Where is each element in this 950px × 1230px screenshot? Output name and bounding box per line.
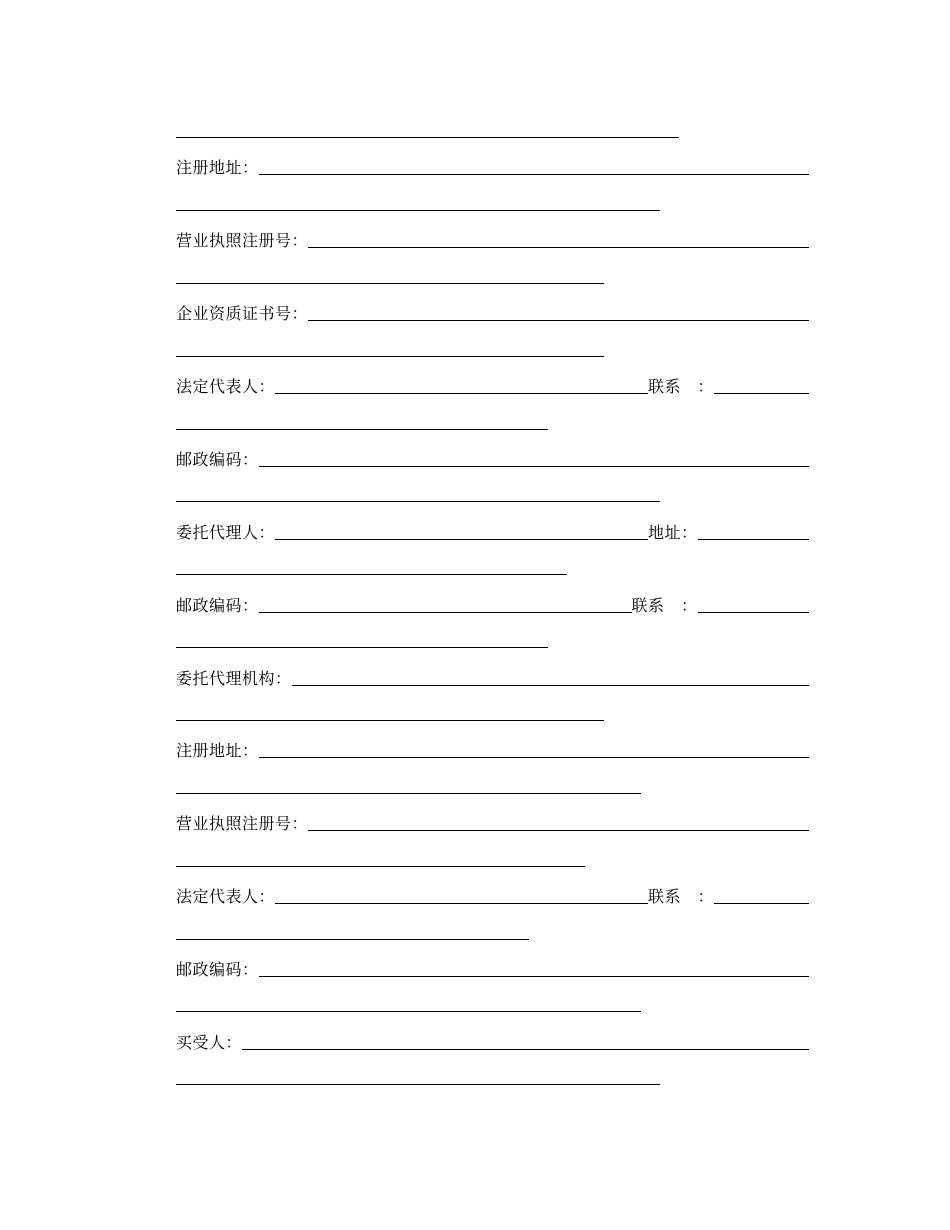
blank-line-continuation[interactable] (176, 866, 585, 867)
field-label: 法定代表人： (176, 377, 276, 396)
blank-line-continuation[interactable] (176, 720, 604, 721)
field-registered-address (176, 738, 809, 762)
blank-line-continuation[interactable] (176, 647, 548, 648)
contact-label: 联系 ： (648, 377, 715, 396)
fill-in-blank[interactable] (714, 885, 809, 904)
fill-in-blank[interactable] (308, 812, 809, 831)
fill-in-blank[interactable] (259, 958, 809, 977)
fill-in-blank[interactable] (259, 739, 809, 758)
field-legal-representative (176, 374, 809, 398)
blank-line-continuation[interactable] (176, 283, 604, 284)
field-legal-representative (176, 884, 809, 908)
blank-line-continuation[interactable] (176, 574, 567, 575)
field-label: 委托代理机构： (176, 669, 292, 688)
address-label: 地址： (648, 523, 698, 542)
field-label: 邮政编码： (176, 450, 259, 469)
blank-line-continuation[interactable] (176, 1084, 660, 1085)
blank-line-continuation[interactable] (176, 429, 548, 430)
field-label: 企业资质证书号： (176, 304, 309, 323)
fill-in-blank[interactable] (259, 448, 809, 467)
contact-label: 联系 ： (648, 887, 715, 906)
fill-in-blank[interactable] (259, 594, 632, 613)
field-label: 营业执照注册号： (176, 814, 309, 833)
blank-line-continuation[interactable] (176, 137, 679, 138)
field-postal-code (176, 447, 809, 471)
fill-in-blank[interactable] (242, 1031, 809, 1050)
field-label: 邮政编码： (176, 596, 259, 615)
field-agency (176, 666, 809, 690)
fill-in-blank[interactable] (259, 156, 809, 175)
field-registered-address (176, 155, 809, 179)
field-postal-code (176, 957, 809, 981)
blank-line-continuation[interactable] (176, 501, 660, 502)
fill-in-blank[interactable] (292, 667, 809, 686)
fill-in-blank[interactable] (698, 594, 809, 613)
fill-in-blank[interactable] (275, 885, 648, 904)
field-postal-code (176, 593, 809, 617)
field-authorized-agent (176, 520, 809, 544)
blank-line-continuation[interactable] (176, 1011, 641, 1012)
contact-label: 联系 ： (631, 596, 698, 615)
fill-in-blank[interactable] (308, 229, 809, 248)
field-label: 营业执照注册号： (176, 231, 309, 250)
field-buyer (176, 1030, 809, 1054)
field-business-license-number (176, 228, 809, 252)
field-label: 买受人： (176, 1033, 243, 1052)
field-label: 邮政编码： (176, 960, 259, 979)
field-business-license-number (176, 811, 809, 835)
blank-line-continuation[interactable] (176, 793, 641, 794)
blank-line-continuation[interactable] (176, 356, 604, 357)
fill-in-blank[interactable] (714, 375, 809, 394)
fill-in-blank[interactable] (275, 521, 648, 540)
blank-line-continuation[interactable] (176, 939, 529, 940)
fill-in-blank[interactable] (308, 302, 809, 321)
field-label: 注册地址： (176, 158, 259, 177)
field-label: 法定代表人： (176, 887, 276, 906)
field-qualification-certificate-number (176, 301, 809, 325)
fill-in-blank[interactable] (275, 375, 648, 394)
fill-in-blank[interactable] (698, 521, 809, 540)
blank-line-continuation[interactable] (176, 210, 660, 211)
field-label: 委托代理人： (176, 523, 276, 542)
field-label: 注册地址： (176, 741, 259, 760)
